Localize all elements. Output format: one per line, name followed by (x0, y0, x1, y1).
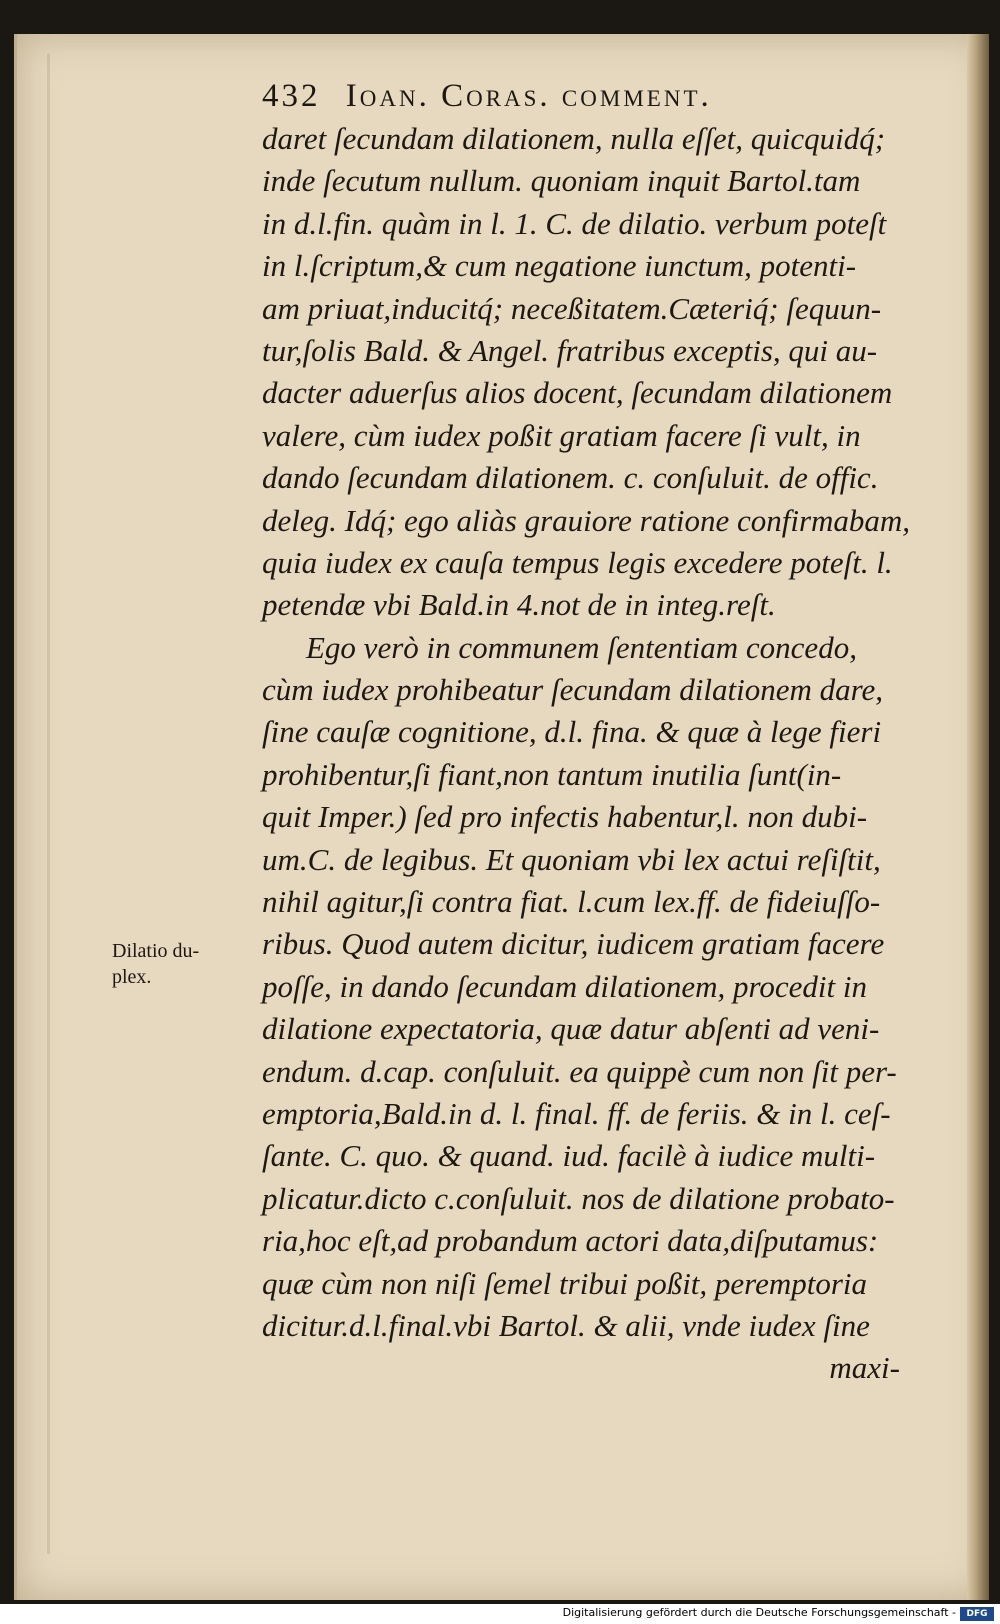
paragraph-start-line: Ego verò in communem ſententiam concedo, (306, 629, 857, 665)
running-title: Ioan. Coras. comment. (345, 78, 712, 114)
text-line: ſine cauſæ cognitione, d.l. fina. & quæ à lege fieri (262, 714, 882, 750)
footer-credit: Digitalisierung gefördert durch die Deutsche Forschungsgemeinschaft - (562, 1606, 956, 1619)
catchword: maxi- (829, 1350, 900, 1386)
digitization-footer (0, 1604, 1000, 1624)
text-line: ſante. C. quo. & quand. iud. facilè à iudice multi- (262, 1138, 876, 1174)
text-line: dilatione expectatoria, quæ datur abſenti ad veni- (262, 1011, 880, 1047)
text-line: dicitur.d.l.final.vbi Bartol. & alii, vnde iudex ſine (262, 1307, 870, 1343)
text-line: deleg. Idq́; ego aliàs grauiore ratione confirmabam, (262, 502, 911, 538)
text-line: cùm iudex prohibeatur ſecundam dilationem dare, (262, 672, 884, 708)
dfg-logo: DFG (960, 1607, 994, 1621)
text-line: dacter aduerſus alios docent, ſecundam dilationem (262, 375, 893, 411)
text-line: ria,hoc eſt,ad probandum actori data,diſputamus: (262, 1223, 879, 1259)
text-line: ribus. Quod autem dicitur, iudicem gratiam facere (262, 926, 885, 962)
text-line: dando ſecundam dilationem. c. conſuluit. de offic. (262, 460, 879, 496)
text-line: nihil agitur,ſi contra fiat. l.cum lex.ff. de fideiuſſo- (262, 884, 881, 920)
margin-note-line: plex. (112, 966, 152, 988)
text-line: valere, cùm iudex poßit gratiam facere ſi vult, in (262, 417, 861, 453)
margin-note-line: Dilatio du- (112, 940, 200, 962)
text-line: tur,ſolis Bald. & Angel. fratribus exceptis, qui au- (262, 332, 878, 368)
margin-note (112, 938, 262, 990)
text-line: quit Imper.) ſed pro infectis habentur,l. non dubi- (262, 799, 868, 835)
text-line: plicatur.dicto c.conſuluit. nos de dilatione probato- (262, 1180, 895, 1216)
text-line: prohibentur,ſi fiant,non tantum inutilia ſunt(in- (262, 756, 842, 792)
text-line: quia iudex ex cauſa tempus legis excedere poteſt. l. (262, 544, 893, 580)
text-line: um.C. de legibus. Et quoniam vbi lex actui reſiſtit, (262, 841, 881, 877)
text-line: quæ cùm non niſi ſemel tribui poßit, peremptoria (262, 1265, 868, 1301)
text-line: endum. d.cap. conſuluit. ea quippè cum non ſit per- (262, 1053, 897, 1089)
text-line: poſſe, in dando ſecundam dilationem, procedit in (262, 968, 867, 1004)
page-number: 432 (262, 78, 321, 114)
text-line: am priuat,inducitq́; neceßitatem.Cæteriq́; ſequun- (262, 290, 882, 326)
text-line: emptoria,Bald.in d. l. final. ff. de feriis. & in l. ceſ- (262, 1095, 891, 1131)
text-line: in d.l.fin. quàm in l. 1. C. de dilatio. verbum poteſt (262, 205, 887, 241)
text-line: daret ſecundam dilationem, nulla eſſet, quicquidq́; (262, 121, 886, 156)
text-line: inde ſecutum nullum. quoniam inquit Bartol.tam (262, 163, 861, 199)
text-line: in l.ſcriptum,& cum negatione iunctum, potenti- (262, 248, 857, 284)
text-block (262, 118, 932, 1390)
page-gutter-shadow (47, 54, 50, 1554)
page-edge (967, 34, 989, 1600)
running-header (262, 78, 862, 115)
text-line: petendæ vbi Bald.in 4.not de in integ.reſt. (262, 587, 776, 623)
